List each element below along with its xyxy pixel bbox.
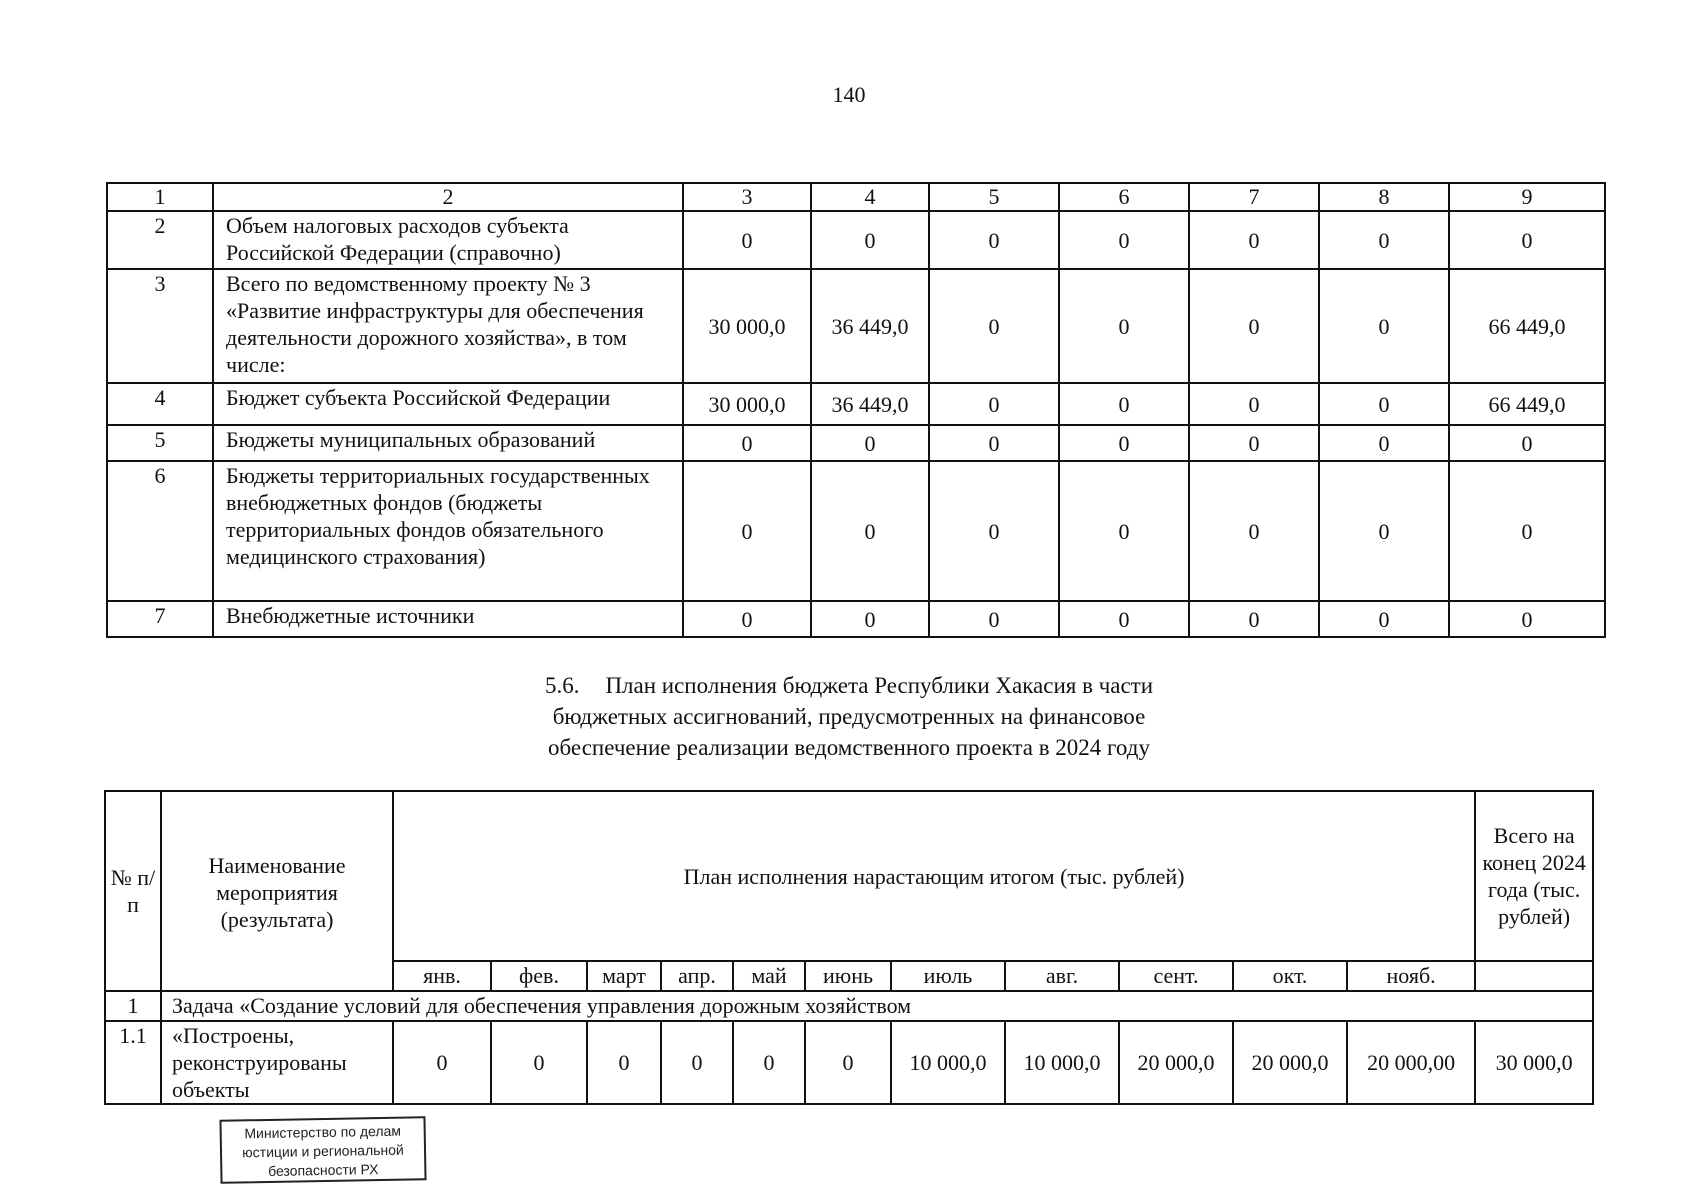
row-number: 2 (107, 211, 213, 269)
table-row (107, 601, 1605, 637)
month-header: апр. (661, 961, 733, 991)
cell-value: 10 000,0 (1005, 1021, 1119, 1104)
cell-value: 36 449,0 (811, 383, 929, 425)
cell-value: 0 (491, 1021, 587, 1104)
month-header: сент. (1119, 961, 1233, 991)
cell-total: 30 000,0 (1475, 1021, 1593, 1104)
column-number: 5 (929, 183, 1059, 211)
row-name: Внебюджетные источники (213, 601, 683, 637)
cell-value: 0 (1059, 383, 1189, 425)
page-number: 140 (832, 82, 866, 107)
cell-value: 0 (805, 1021, 891, 1104)
task-row (105, 991, 1593, 1021)
cell-value: 0 (929, 211, 1059, 269)
row-number: 3 (107, 269, 213, 383)
row-number: 1.1 (105, 1021, 161, 1104)
row-name: Объем налоговых расходов субъекта Российской Федерации (справочно) (213, 211, 683, 269)
task-text: Задача «Создание условий для обеспечения управления дорожным хозяйством (161, 991, 1593, 1021)
column-number-row (107, 183, 1605, 211)
cell-value: 0 (1449, 461, 1605, 601)
cell-value: 0 (1319, 269, 1449, 383)
cell-value: 0 (1059, 461, 1189, 601)
cell-value: 0 (929, 601, 1059, 637)
cell-value: 0 (929, 461, 1059, 601)
cell-value: 0 (929, 425, 1059, 461)
stamp-line: юстиции и региональной (242, 1141, 404, 1161)
column-number: 1 (107, 183, 213, 211)
month-header: июль (891, 961, 1005, 991)
column-number: 2 (213, 183, 683, 211)
row-name: Всего по ведомственному проекту № 3 «Развитие инфраструктуры для обеспечения деятельности дорожного хозяйства», в том числе: (213, 269, 683, 383)
column-header-plan: План исполнения нарастающим итогом (тыс. рублей) (393, 791, 1475, 961)
cell-value: 0 (683, 601, 811, 637)
cell-value: 0 (1059, 269, 1189, 383)
column-number: 6 (1059, 183, 1189, 211)
row-name: Бюджеты муниципальных образований (213, 425, 683, 461)
section-title-line: бюджетных ассигнований, предусмотренных на финансовое (552, 704, 1146, 729)
month-header: янв. (393, 961, 491, 991)
row-number: 7 (107, 601, 213, 637)
table-row (105, 1021, 1593, 1104)
cell-value: 0 (683, 461, 811, 601)
cell-value: 0 (1319, 425, 1449, 461)
cell-value: 20 000,0 (1233, 1021, 1347, 1104)
cell-value: 0 (1189, 211, 1319, 269)
column-number: 3 (683, 183, 811, 211)
ministry-stamp (219, 1116, 426, 1184)
cell-value: 0 (683, 211, 811, 269)
cell-value: 0 (929, 269, 1059, 383)
cell-value: 10 000,0 (891, 1021, 1005, 1104)
row-name: «Построены, реконструированы объекты (161, 1021, 393, 1104)
cell-value: 0 (393, 1021, 491, 1104)
section-title (340, 670, 1358, 763)
cell-value: 0 (1449, 425, 1605, 461)
cell-value: 0 (1189, 425, 1319, 461)
cell-value: 0 (733, 1021, 805, 1104)
table-row (107, 383, 1605, 425)
task-number: 1 (105, 991, 161, 1021)
month-header: фев. (491, 961, 587, 991)
month-header: июнь (805, 961, 891, 991)
cell-value: 0 (1059, 211, 1189, 269)
row-name: Бюджет субъекта Российской Федерации (213, 383, 683, 425)
funding-table (106, 182, 1606, 638)
cell-value: 0 (811, 211, 929, 269)
cell-value: 0 (1449, 211, 1605, 269)
column-number: 8 (1319, 183, 1449, 211)
table-row (107, 425, 1605, 461)
column-number: 9 (1449, 183, 1605, 211)
cell-value: 0 (811, 461, 929, 601)
cell-value: 66 449,0 (1449, 269, 1605, 383)
cell-value: 0 (1319, 461, 1449, 601)
cell-value: 30 000,0 (683, 269, 811, 383)
cell-value: 0 (1319, 211, 1449, 269)
budget-plan-table (104, 790, 1594, 1105)
column-header-name: Наименование мероприятия (результата) (161, 791, 393, 991)
month-header: май (733, 961, 805, 991)
cell-value: 0 (811, 601, 929, 637)
cell-value: 0 (1189, 383, 1319, 425)
row-name: Бюджеты территориальных государственных внебюджетных фондов (бюджеты территориальных фондов обязательного медицинского страхования) (213, 461, 683, 601)
column-number: 4 (811, 183, 929, 211)
row-number: 5 (107, 425, 213, 461)
cell-value: 30 000,0 (683, 383, 811, 425)
cell-value: 0 (587, 1021, 661, 1104)
cell-value: 0 (1059, 601, 1189, 637)
stamp-line: безопасности РХ (267, 1161, 379, 1179)
column-header-total: Всего на конец 2024 года (тыс. рублей) (1475, 791, 1593, 961)
month-header: март (587, 961, 661, 991)
section-number: 5.6. (544, 673, 580, 698)
cell-value: 0 (1059, 425, 1189, 461)
cell-value: 0 (1189, 601, 1319, 637)
cell-value: 0 (683, 425, 811, 461)
cell-value: 0 (811, 425, 929, 461)
table-row (107, 461, 1605, 601)
month-header: окт. (1233, 961, 1347, 991)
row-number: 4 (107, 383, 213, 425)
column-number: 7 (1189, 183, 1319, 211)
month-header-empty (1475, 961, 1593, 991)
table-row (107, 211, 1605, 269)
row-number: 6 (107, 461, 213, 601)
cell-value: 0 (1319, 383, 1449, 425)
cell-value: 0 (1319, 601, 1449, 637)
column-header-number: № п/п (105, 791, 161, 991)
month-header: нояб. (1347, 961, 1475, 991)
cell-value: 36 449,0 (811, 269, 929, 383)
table-row (107, 269, 1605, 383)
cell-value: 0 (661, 1021, 733, 1104)
cell-value: 0 (1449, 601, 1605, 637)
stamp-line: Министерство по делам (244, 1122, 402, 1142)
header-row (105, 791, 1593, 961)
cell-value: 66 449,0 (1449, 383, 1605, 425)
cell-value: 20 000,00 (1347, 1021, 1475, 1104)
cell-value: 20 000,0 (1119, 1021, 1233, 1104)
month-header: авг. (1005, 961, 1119, 991)
section-title-line: обеспечение реализации ведомственного проекта в 2024 году (548, 735, 1150, 760)
cell-value: 0 (1189, 461, 1319, 601)
cell-value: 0 (1189, 269, 1319, 383)
cell-value: 0 (929, 383, 1059, 425)
section-title-line: План исполнения бюджета Республики Хакасия в части (605, 673, 1154, 698)
